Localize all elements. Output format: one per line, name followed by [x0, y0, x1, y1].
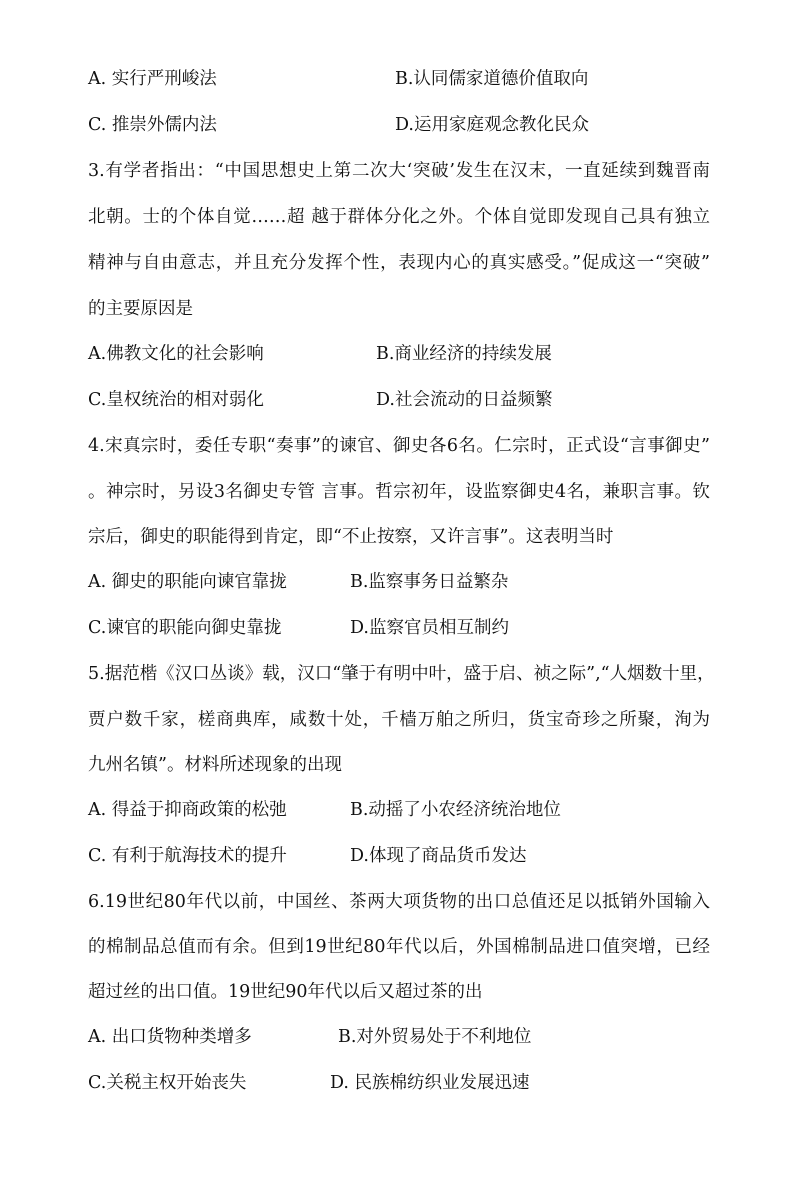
top-option-d: D.运用家庭观念教化民众 [395, 115, 589, 135]
question-3-option-c: C.皇权统治的相对弱化 [88, 390, 264, 410]
question-5-line-3: 九州名镇”。材料所述现象的出现 [88, 755, 342, 775]
top-option-b: B.认同儒家道德价值取向 [395, 69, 589, 89]
question-5-line-2: 贾户数千家，槎商典库，咸数十处，千樯万舶之所归，货宝奇珍之所聚，洵为 [88, 710, 710, 730]
question-3-line-4: 的主要原因是 [88, 299, 193, 319]
question-4-option-c: C.谏官的职能向御史靠拢 [88, 618, 282, 638]
question-6-option-d: D. 民族棉纺织业发展迅速 [330, 1073, 530, 1093]
question-6-option-b: B.对外贸易处于不利地位 [338, 1027, 532, 1047]
question-3-line-1: 3.有学者指出：“中国思想史上第二次大‘突破’发生在汉末，一直延续到魏晋南 [88, 161, 710, 181]
question-6-line-2: 的棉制品总值而有余。但到19世纪80年代以后，外国棉制品进口值突增，已经 [88, 937, 710, 957]
question-3-option-b: B.商业经济的持续发展 [376, 344, 552, 364]
question-6-line-1: 6.19世纪80年代以前，中国丝、茶两大项货物的出口总值还足以抵销外国输入 [88, 892, 710, 912]
question-3-line-2: 北朝。士的个体自觉……超 越于群体分化之外。个体自觉即发现自己具有独立 [88, 207, 710, 227]
question-3-line-3: 精神与自由意志，并且充分发挥个性，表现内心的真实感受。”促成这一“突破” [88, 253, 710, 273]
top-option-c: C. 推崇外儒内法 [88, 115, 217, 135]
question-3-option-d: D.社会流动的日益频繁 [376, 390, 553, 410]
question-5-option-d: D.体现了商品货币发达 [350, 846, 527, 866]
question-6-option-a: A. 出口货物种类增多 [88, 1027, 252, 1047]
question-5-line-1: 5.据范楷《汉口丛谈》载，汉口“肇于有明中叶，盛于启、祯之际”,“人烟数十里， [88, 664, 715, 684]
question-4-line-1: 4.宋真宗时，委任专职“奏事”的谏官、御史各6名。仁宗时，正式设“言事御史” [88, 436, 710, 456]
question-4-option-a: A. 御史的职能向谏官靠拢 [88, 572, 287, 592]
question-5-option-b: B.动摇了小农经济统治地位 [350, 800, 561, 820]
question-5-option-a: A. 得益于抑商政策的松弛 [88, 800, 287, 820]
question-3-option-a: A.佛教文化的社会影响 [88, 344, 264, 364]
question-4-line-3: 宗后，御史的职能得到肯定，即“不止按察，又许言事”。这表明当时 [88, 527, 614, 547]
question-4-option-d: D.监察官员相互制约 [350, 618, 509, 638]
top-option-a: A. 实行严刑峻法 [88, 69, 217, 89]
question-4-line-2: 。神宗时，另设3名御史专管 言事。哲宗初年，设监察御史4名，兼职言事。钦 [88, 482, 710, 502]
question-6-line-3: 超过丝的出口值。19世纪90年代以后又超过茶的出 [88, 982, 483, 1002]
question-4-option-b: B.监察事务日益繁杂 [350, 572, 509, 592]
question-6-option-c: C.关税主权开始丧失 [88, 1073, 247, 1093]
question-5-option-c: C. 有利于航海技术的提升 [88, 846, 287, 866]
